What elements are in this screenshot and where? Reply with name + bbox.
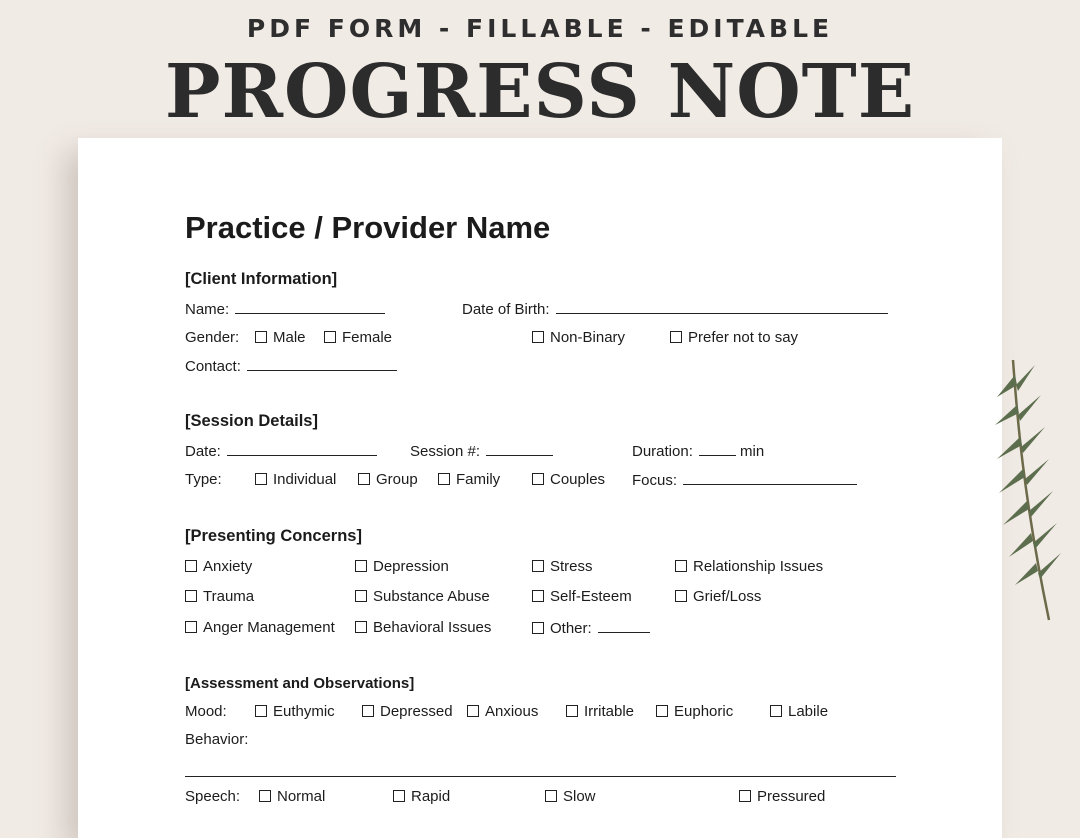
concern-trauma-checkbox[interactable] <box>185 588 254 605</box>
dob-input-line[interactable] <box>556 300 888 314</box>
behavior-label: Behavior: <box>185 731 249 748</box>
dob-field[interactable] <box>462 300 888 318</box>
checkbox-icon <box>532 590 544 602</box>
concern-stress-checkbox[interactable] <box>532 558 593 575</box>
checkbox-icon <box>545 790 557 802</box>
checkbox-label: Grief/Loss <box>693 588 762 605</box>
checkbox-icon <box>393 790 405 802</box>
session-number-field[interactable] <box>410 442 553 460</box>
checkbox-label: Female <box>342 329 393 346</box>
checkbox-label: Euphoric <box>674 703 734 720</box>
contact-input-line[interactable] <box>247 357 397 371</box>
checkbox-icon <box>362 705 374 717</box>
checkbox-icon <box>259 790 271 802</box>
session-date-field[interactable] <box>185 442 377 460</box>
speech-slow-checkbox[interactable] <box>545 788 596 805</box>
checkbox-label: Individual <box>273 471 337 488</box>
mood-labile-checkbox[interactable] <box>770 703 828 720</box>
concern-anger-checkbox[interactable] <box>185 619 335 636</box>
speech-rapid-checkbox[interactable] <box>393 788 450 805</box>
checkbox-label: Irritable <box>584 703 635 720</box>
dob-label: Date of Birth: <box>462 301 550 318</box>
type-individual-checkbox[interactable] <box>255 471 336 488</box>
checkbox-icon <box>358 473 370 485</box>
checkbox-icon <box>355 621 367 633</box>
checkbox-icon <box>532 331 544 343</box>
checkbox-label: Group <box>376 471 418 488</box>
checkbox-icon <box>255 705 267 717</box>
checkbox-label: Depressed <box>380 703 453 720</box>
checkbox-label: Family <box>456 471 501 488</box>
session-number-label: Session #: <box>410 443 481 460</box>
checkbox-label: Anxiety <box>203 558 253 575</box>
speech-label: Speech: <box>185 788 241 805</box>
concern-other-checkbox[interactable] <box>532 619 650 637</box>
type-couples-checkbox[interactable] <box>532 471 605 488</box>
speech-pressured-checkbox[interactable] <box>739 788 825 805</box>
checkbox-label: Self-Esteem <box>550 588 632 605</box>
checkbox-icon <box>532 473 544 485</box>
checkbox-label: Non-Binary <box>550 329 626 346</box>
banner-subtitle: PDF FORM - FILLABLE - EDITABLE <box>246 14 834 43</box>
checkbox-icon <box>185 590 197 602</box>
gender-nonbinary-checkbox[interactable] <box>532 329 625 346</box>
focus-field[interactable] <box>632 471 857 489</box>
checkbox-icon <box>185 560 197 572</box>
checkbox-label: Depression <box>373 558 449 575</box>
contact-label: Contact: <box>185 358 241 375</box>
type-group-checkbox[interactable] <box>358 471 418 488</box>
duration-field[interactable] <box>632 442 764 460</box>
checkbox-label: Male <box>273 329 306 346</box>
checkbox-icon <box>532 560 544 572</box>
checkbox-icon <box>739 790 751 802</box>
checkbox-icon <box>770 705 782 717</box>
concern-grief-checkbox[interactable] <box>675 588 761 605</box>
checkbox-icon <box>670 331 682 343</box>
concern-relationship-checkbox[interactable] <box>675 558 823 575</box>
checkbox-icon <box>675 560 687 572</box>
checkbox-icon <box>438 473 450 485</box>
section-session-details: [Session Details] <box>185 412 318 430</box>
checkbox-icon <box>324 331 336 343</box>
checkbox-icon <box>255 331 267 343</box>
session-number-input-line[interactable] <box>486 442 553 456</box>
checkbox-icon <box>675 590 687 602</box>
min-label: min <box>740 443 765 460</box>
checkbox-label: Euthymic <box>273 703 335 720</box>
name-label: Name: <box>185 301 230 318</box>
checkbox-label: Labile <box>788 703 829 720</box>
checkbox-label: Anxious <box>485 703 539 720</box>
form-heading: Practice / Provider Name <box>185 210 551 245</box>
duration-label: Duration: <box>632 443 693 460</box>
checkbox-label: Substance Abuse <box>373 588 490 605</box>
checkbox-label: Stress <box>550 558 593 575</box>
concern-depression-checkbox[interactable] <box>355 558 449 575</box>
checkbox-label: Relationship Issues <box>693 558 824 575</box>
checkbox-icon <box>532 622 544 634</box>
checkbox-label: Prefer not to say <box>688 329 799 346</box>
banner-title: PROGRESS NOTE <box>164 49 916 135</box>
type-label: Type: <box>185 471 222 488</box>
mood-irritable-checkbox[interactable] <box>566 703 634 720</box>
checkbox-label: Pressured <box>757 788 826 805</box>
section-client-information: [Client Information] <box>185 270 338 288</box>
mood-anxious-checkbox[interactable] <box>467 703 538 720</box>
checkbox-label: Couples <box>550 471 606 488</box>
checkbox-icon <box>355 560 367 572</box>
checkbox-label: Slow <box>563 788 596 805</box>
name-field[interactable] <box>185 300 385 318</box>
checkbox-icon <box>467 705 479 717</box>
date-label: Date: <box>185 443 221 460</box>
gender-prefer-checkbox[interactable] <box>670 329 798 346</box>
speech-normal-checkbox[interactable] <box>259 788 325 805</box>
mood-euphoric-checkbox[interactable] <box>656 703 733 720</box>
concern-behavioral-checkbox[interactable] <box>355 619 491 636</box>
checkbox-label: Normal <box>277 788 326 805</box>
focus-input-line[interactable] <box>683 471 857 485</box>
concern-selfesteem-checkbox[interactable] <box>532 588 632 605</box>
mood-label: Mood: <box>185 703 227 720</box>
contact-field[interactable] <box>185 357 397 375</box>
gender-label: Gender: <box>185 329 240 346</box>
checkbox-label: Trauma <box>203 588 255 605</box>
duration-input-line[interactable] <box>699 442 736 456</box>
checkbox-icon <box>185 621 197 633</box>
checkbox-icon <box>656 705 668 717</box>
focus-label: Focus: <box>632 472 678 489</box>
gender-male-checkbox[interactable] <box>255 329 306 346</box>
checkbox-icon <box>566 705 578 717</box>
checkbox-label: Rapid <box>411 788 451 805</box>
section-presenting-concerns: [Presenting Concerns] <box>185 527 362 545</box>
checkbox-label: Behavioral Issues <box>373 619 492 636</box>
checkbox-icon <box>355 590 367 602</box>
mood-depressed-checkbox[interactable] <box>362 703 453 720</box>
checkbox-label: Other: <box>550 620 592 637</box>
concern-anxiety-checkbox[interactable] <box>185 558 252 575</box>
checkbox-label: Anger Management <box>203 619 335 636</box>
concern-substance-checkbox[interactable] <box>355 588 490 605</box>
behavior-input-line[interactable] <box>185 776 896 777</box>
section-assessment: [Assessment and Observations] <box>185 675 415 692</box>
rosemary-sprig-icon <box>985 355 1075 625</box>
gender-female-checkbox[interactable] <box>324 329 392 346</box>
date-input-line[interactable] <box>227 442 377 456</box>
type-family-checkbox[interactable] <box>438 471 500 488</box>
name-input-line[interactable] <box>235 300 385 314</box>
checkbox-icon <box>255 473 267 485</box>
mood-euthymic-checkbox[interactable] <box>255 703 335 720</box>
other-input-line[interactable] <box>598 619 650 633</box>
